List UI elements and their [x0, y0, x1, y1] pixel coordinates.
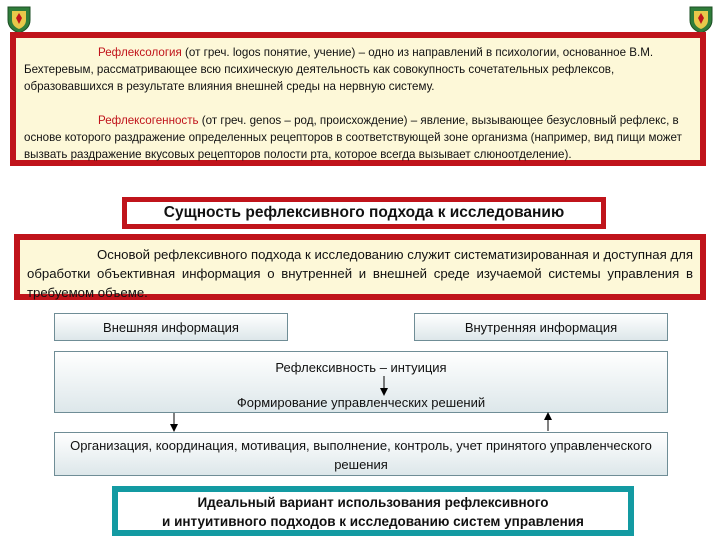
- internal-info-label: Внутренняя информация: [464, 319, 618, 335]
- definition-term: Рефлексология: [98, 46, 182, 59]
- basis-text: Основой рефлексивного подхода к исследованию служит систематизированная и доступная для обработки объективная информация о внутренней и внешней среде изучаемой системы управления в требуемом объеме.: [27, 247, 693, 300]
- definition-text: (от греч. genos – род, происхождение) – явление, вызывающее безусловный рефлекс, в основе которого раздражение определенных рецепторов в соответствующей зоне организма (например, вид пищи может вызвать раздражение вкусовых рецепторов полости рта, которое всегда вызывает слюноотделение).: [24, 114, 682, 161]
- section-title: Сущность рефлексивного подхода к исследованию: [122, 197, 606, 229]
- external-info-label: Внешняя информация: [103, 319, 239, 335]
- conclusion-line-1: Идеальный вариант использования рефлексивного: [197, 495, 549, 510]
- conclusion-line-2: и интуитивного подходов к исследованию систем управления: [162, 514, 584, 529]
- definition-term: Рефлексогенность: [98, 114, 199, 127]
- conclusion-box: [112, 486, 634, 536]
- organization-label: Организация, координация, мотивация, выполнение, контроль, учет принятого управленческого решения: [70, 438, 652, 472]
- reflexivity-label: Рефлексивность – интуиция: [275, 360, 447, 375]
- definition-text: (от греч. logos понятие, учение) – одно из направлений в психологии, основанное В.М. Бехтеревым, рассматривающее всю психическую деятельность как совокупность сочетательных рефлексов, образовавшихся в результате влияния внешней среды на нервную систему.: [24, 46, 654, 93]
- decision-forming-label: Формирование управленческих решений: [236, 395, 486, 410]
